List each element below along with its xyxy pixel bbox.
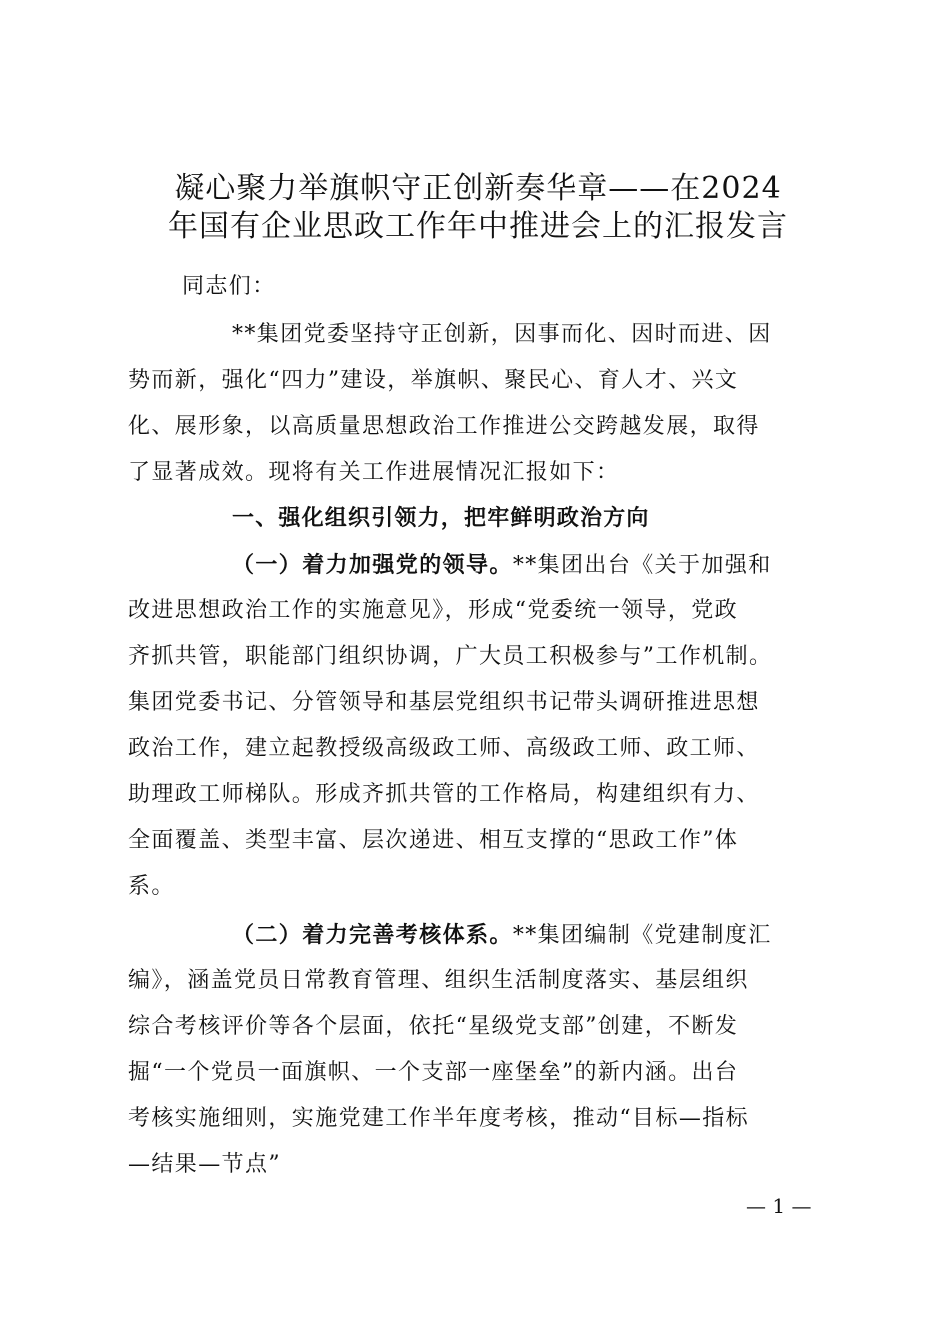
document-title-line-2: 年国有企业思政工作年中推进会上的汇报发言 bbox=[168, 209, 788, 244]
paragraph-1-line: 全面覆盖、类型丰富、层次递进、相互支撑的“思政工作”体 bbox=[128, 828, 739, 853]
page-number: — 1 — bbox=[746, 1194, 812, 1218]
paragraph-2-first-line-text: **集团编制《党建制度汇 bbox=[512, 923, 772, 948]
paragraph-2-first-line bbox=[232, 920, 932, 951]
paragraph-1-line: 齐抓共管，职能部门组织协调，广大员工积极参与”工作机制。 bbox=[128, 644, 773, 669]
paragraph-2-line: 考核实施细则，实施党建工作半年度考核，推动“目标—指标 bbox=[128, 1106, 750, 1131]
paragraph-2-line: 综合考核评价等各个层面，依托“星级党支部”创建，不断发 bbox=[128, 1014, 739, 1039]
intro-line: 化、展形象，以高质量思想政治工作推进公交跨越发展，取得 bbox=[128, 414, 760, 439]
paragraph-1-line: 系。 bbox=[128, 874, 175, 899]
intro-line: **集团党委坚持守正创新，因事而化、因时而进、因 bbox=[232, 322, 772, 347]
paragraph-1-subheading: （一）着力加强党的领导。 bbox=[232, 552, 513, 578]
section-heading: 一、强化组织引领力，把牢鲜明政治方向 bbox=[232, 506, 650, 531]
intro-line: 了显著成效。现将有关工作进展情况汇报如下： bbox=[128, 460, 620, 485]
paragraph-2-line: 掘“一个党员一面旗帜、一个支部一座堡垒”的新内涵。出台 bbox=[128, 1060, 739, 1085]
paragraph-1-line: 改进思想政治工作的实施意见》，形成“党委统一领导，党政 bbox=[128, 598, 739, 623]
salutation: 同志们： bbox=[182, 274, 276, 299]
paragraph-1-line: 政治工作，建立起教授级高级政工师、高级政工师、政工师、 bbox=[128, 736, 760, 761]
paragraph-2-line: —结果—节点” bbox=[128, 1152, 282, 1177]
paragraph-2-subheading: （二）着力完善考核体系。 bbox=[232, 922, 513, 948]
intro-line: 势而新，强化“四力”建设，举旗帜、聚民心、育人才、兴文 bbox=[128, 368, 739, 393]
paragraph-1-line: 助理政工师梯队。形成齐抓共管的工作格局，构建组织有力、 bbox=[128, 782, 760, 807]
document-title-line-1: 凝心聚力举旗帜守正创新奏华章——在2024 bbox=[174, 171, 782, 206]
paragraph-1-first-line bbox=[232, 550, 932, 581]
paragraph-2-line: 编》，涵盖党员日常教育管理、组织生活制度落实、基层组织 bbox=[128, 968, 749, 993]
paragraph-1-line: 集团党委书记、分管领导和基层党组织书记带头调研推进思想 bbox=[128, 690, 760, 715]
paragraph-1-first-line-text: **集团出台《关于加强和 bbox=[512, 553, 772, 578]
